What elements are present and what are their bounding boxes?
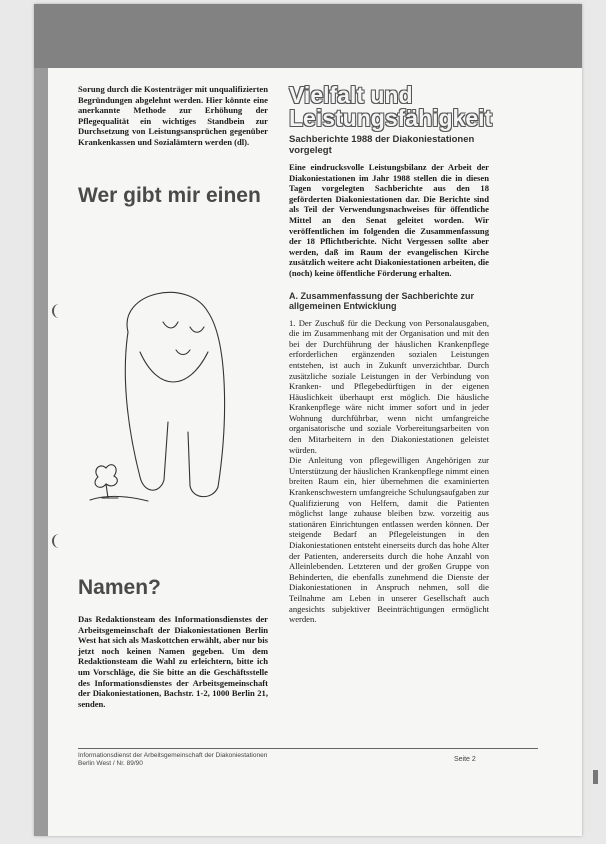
right-column	[289, 82, 493, 625]
heading-bottom: Namen?	[78, 576, 161, 599]
page-edge-strip	[34, 68, 48, 836]
body-paragraph-2: Die Anleitung von pflegewilligen Angehörigen zur Unterstützung der häuslichen Krankenpflege nimmt einen breiten Raum ein, hier übernehmen die examinierten Krankenschwestern umfangreiche Schulungsaufgaben zur Qualifizierung von Helfern, damit die Patienten möglichst lange zuhause bleiben bzw. vorzeitig aus stationären Einrichtungen entlassen werden können. Der steigende Bedarf an Pflegeleistungen in den Diakoniestationen entsteht einerseits durch das hohe Alter der Patienten, andererseits durch die hohe Anzahl von Alleinlebenden. Letzteren und der großen Gruppe von Behinderten, die ebenfalls zunehmend die Dienste der Diakoniestationen in Anspruch nehmen, soll die Teilnahme am Leben in unserer Gesellschaft auch angesichts subjektiver Beeinträchtigungen ermöglicht werden.	[289, 455, 489, 625]
footer-divider	[78, 748, 538, 749]
article-title-line1: Vielfalt und	[289, 82, 413, 108]
body-paragraph-1: 1. Der Zuschuß für die Deckung von Personalausgaben, die im Zusammenhang mit der Organisation und mit den bei der Durchführung der häuslichen Krankenpflege erforderlichen ergänzenden sozialen Leistungen entstehen, ist auch in Zukunft unverzichtbar. Durch zusätzliche soziale Leistungen in der Verbindung von Kranken- und Pflegebedürftigen in der eigenen Häuslichkeit überhaupt erst möglich. Die häusliche Krankenpflege wäre nicht immer sofort und in jeder Wohnung durchführbar, wenn nicht umfangreiche organisatorische und soziale Vorbereitungsarbeiten von den Mitarbeitern in den Diakoniestationen geleistet würden.	[289, 317, 489, 455]
header-bar	[34, 4, 582, 68]
punch-hole	[52, 534, 62, 548]
punch-hole	[52, 304, 62, 318]
section-heading: A. Zusammenfassung der Sachberichte zur allgemeinen Entwicklung	[289, 290, 475, 312]
left-column	[78, 84, 268, 208]
intro-paragraph: Sorung durch die Kostenträger mit unqualifizierten Begründungen abgelehnt werden. Hier könnte eine anerkannte Methode zur Erhöhung der Pflegequalität ein wichtiges Standbein zur Durchsetzung von Leistungsansprüchen gegenüber Krankenkassen und Sozialämtern werden (dl).	[78, 84, 268, 147]
article-title-line2: Leistungsfähigkeit	[289, 105, 493, 131]
left-column-bottom	[78, 576, 268, 709]
footer-publication: Informationsdienst der Arbeitsgemeinschaft der Diakoniestationen Berlin West / Nr. 89/90	[78, 752, 268, 767]
article-subtitle: Sachberichte 1988 der Diakoniestationen vorgelegt	[289, 134, 475, 156]
page-number: Seite 2	[454, 756, 476, 763]
document-page	[34, 4, 582, 836]
heading-top: Wer gibt mir einen	[78, 183, 261, 207]
scan-margin-mark	[593, 770, 598, 784]
closing-paragraph: Das Redaktionsteam des Informationsdienstes der Arbeitsgemeinschaft der Diakoniestationen Berlin West hat sich als Maskottchen erwählt, aber nur bis jetzt noch keinen Namen gegeben. Um dem Redaktionsteam die Wahl zu erleichtern, bitte ich um Vorschläge, die Sie bitte an die Geschäftsstelle des Informationsdienstes der Arbeitsgemeinschaft der Diakoniestationen, Bachstr. 1-2, 1000 Berlin 21, senden.	[78, 614, 268, 709]
lead-paragraph: Eine eindrucksvolle Leistungsbilanz der Arbeit der Diakoniestationen im Jahr 1988 stellen die in diesen Tagen vorgelegten Sachberichte aus den 18 geförderten Diakoniestationen dar. Die Berichte sind als Teil der Verwendungsnachweises für öffentliche Mittel an den Senat geleitet worden. Wir veröffentlichen im folgenden die Zusammenfassung der 18 Pflichtberichte. Nicht Vergessen sollte aber werden, daß im Raum der evangelischen Kirche zusätzlich weitere acht Diakoniestationen arbeiten, die (noch) keine öffentliche Förderung erhalten.	[289, 162, 489, 278]
mascot-drawing	[78, 272, 268, 502]
